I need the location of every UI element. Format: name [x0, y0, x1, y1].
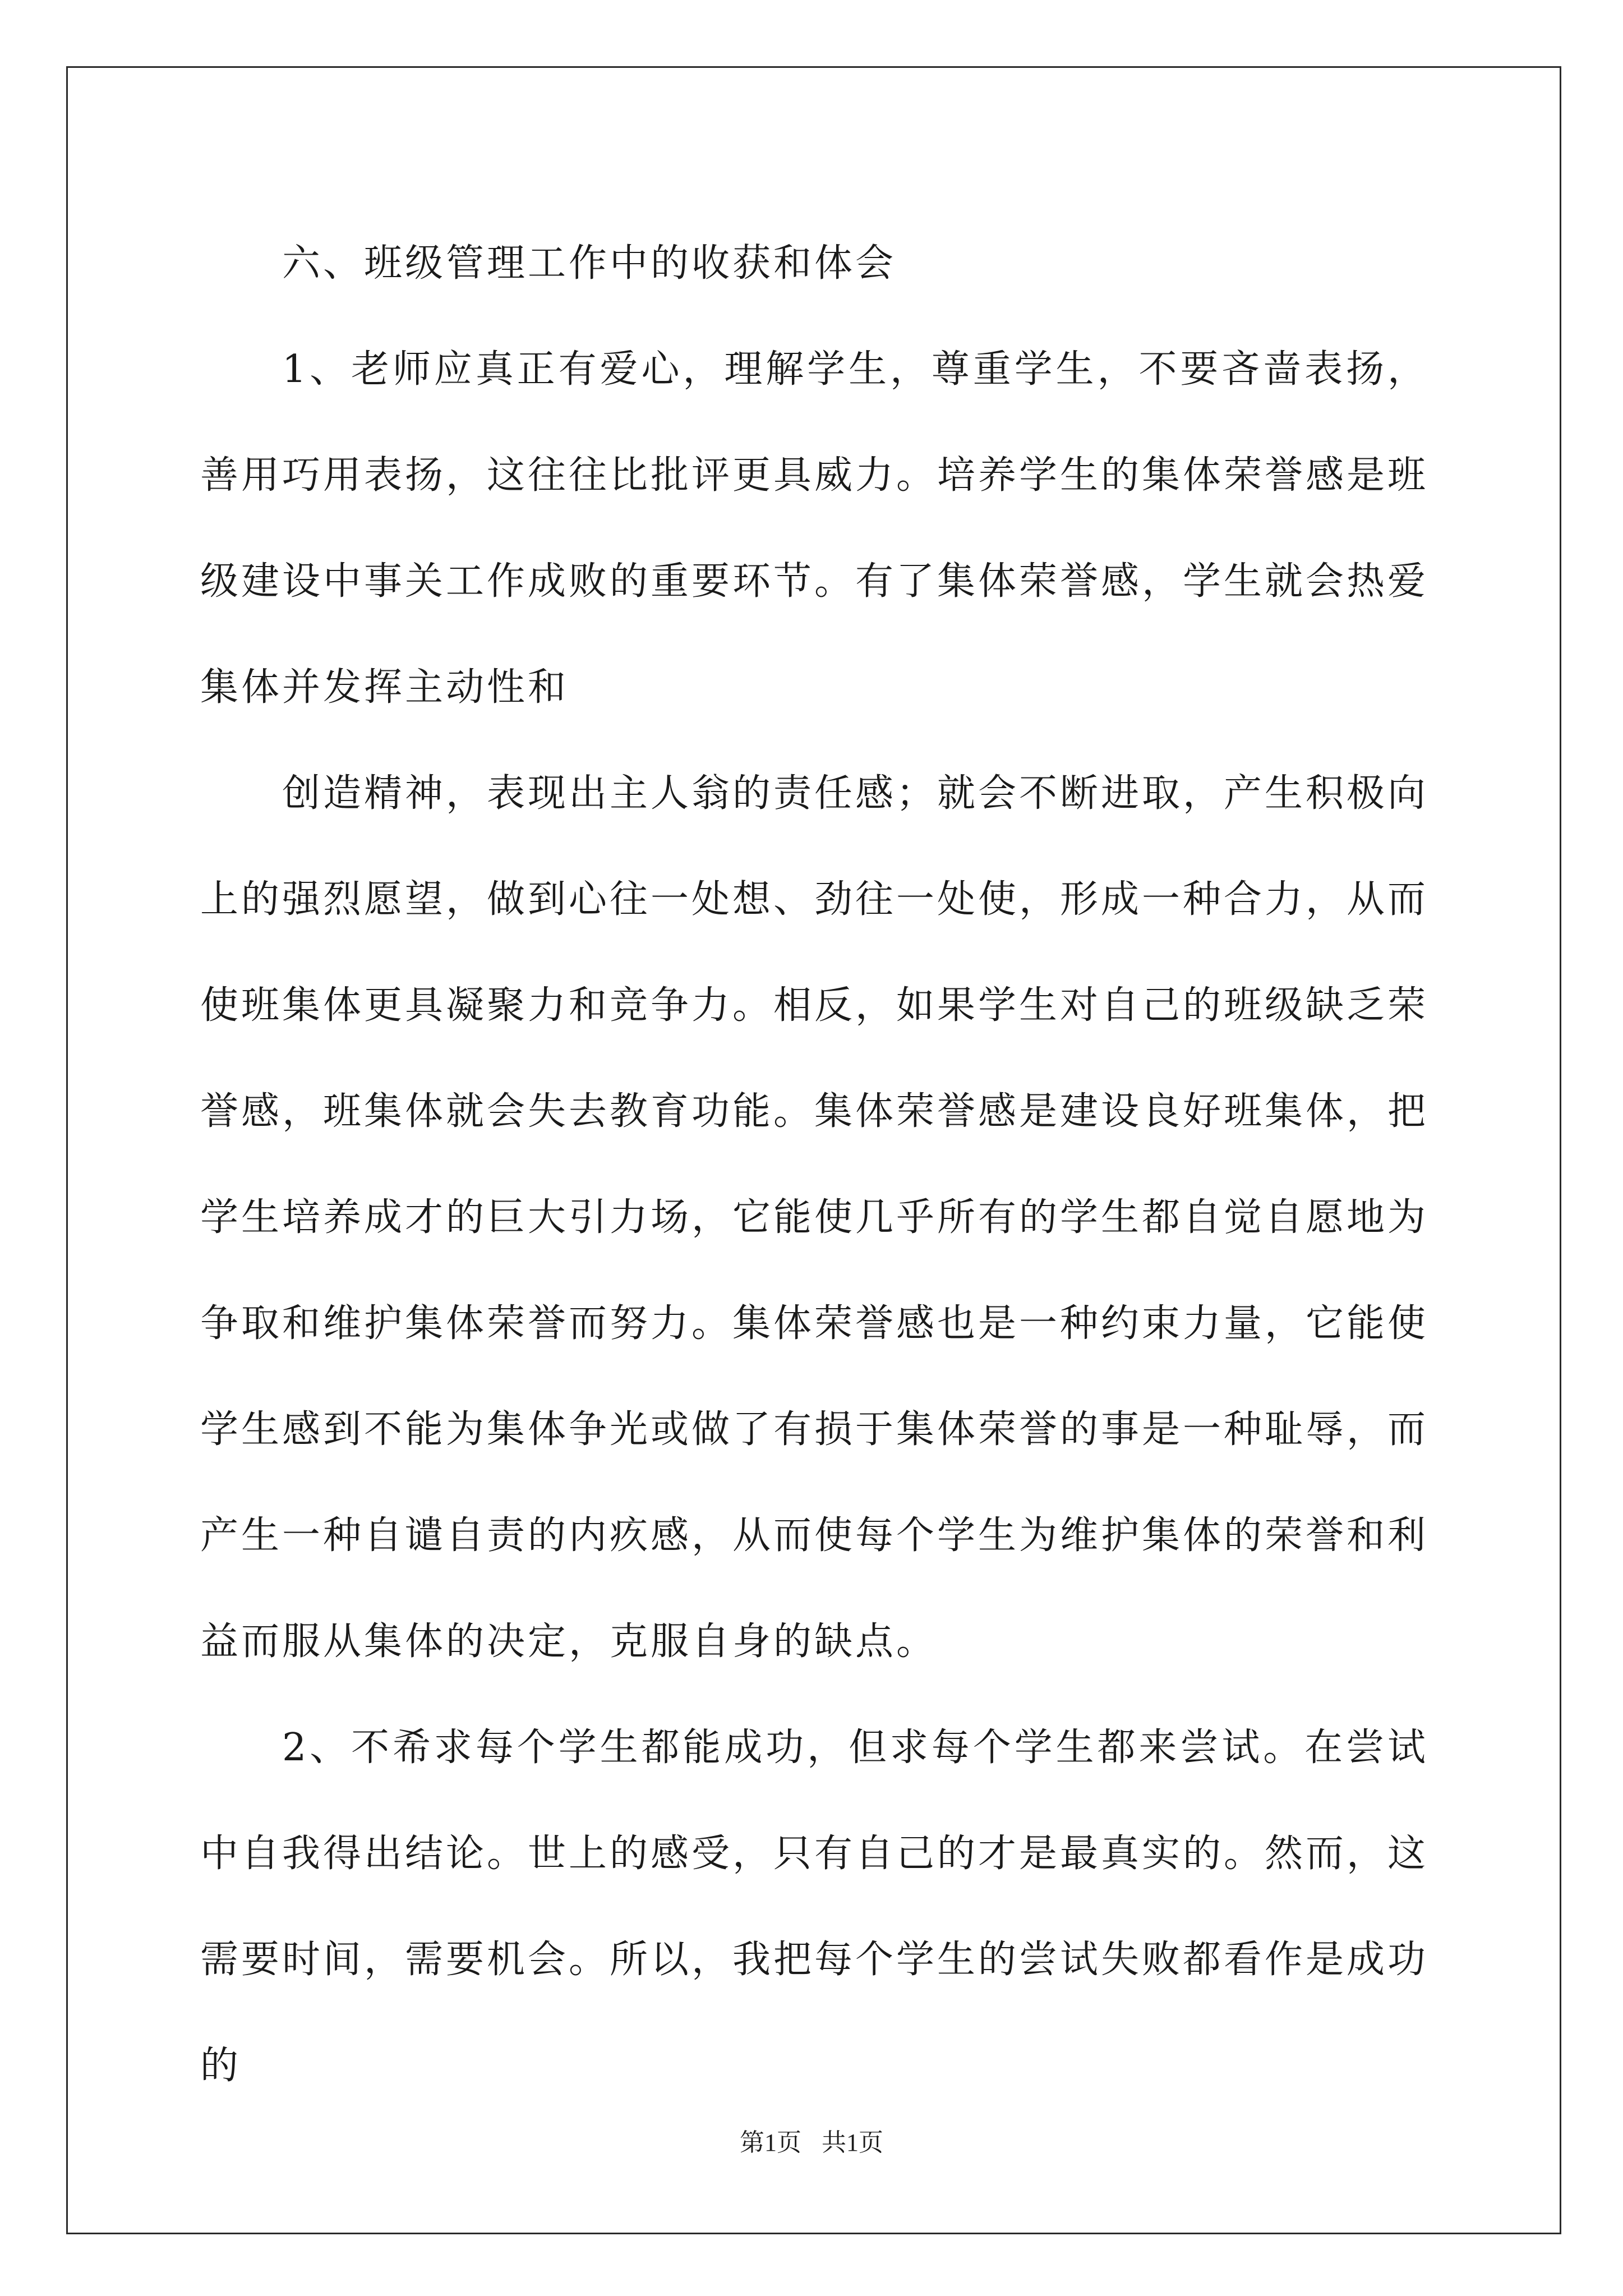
document-body: [200, 210, 1428, 2119]
paragraph-1: 1、老师应真正有爱心，理解学生，尊重学生，不要吝啬表扬，善用巧用表扬，这往往比批评更具威力。培养学生的集体荣誉感是班级建设中事关工作成败的重要环节。有了集体荣誉感，学生就会热爱集体并发挥主动性和: [200, 347, 1429, 710]
paragraph-2: 创造精神，表现出主人翁的责任感；就会不断进取，产生积极向上的强烈愿望，做到心往一处想、劲往一处使，形成一种合力，从而使班集体更具凝聚力和竞争力。相反，如果学生对自己的班级缺乏荣誉感，班集体就会失去教育功能。集体荣誉感是建设良好班集体，把学生培养成才的巨大引力场，它能使几乎所有的学生都自觉自愿地为争取和维护集体荣誉而努力。集体荣誉感也是一种约束力量，它能使学生感到不能为集体争光或做了有损于集体荣誉的事是一种耻辱，而产生一种自谴自责的内疚感，从而使每个学生为维护集体的荣誉和利益而服从集体的决定，克服自身的缺点。: [200, 771, 1429, 1664]
page-footer: [0, 2126, 1623, 2160]
page-total: 共1页: [822, 2129, 883, 2156]
page-number: 第1页: [740, 2129, 801, 2156]
paragraph-3: 2、不希求每个学生都能成功，但求每个学生都来尝试。在尝试中自我得出结论。世上的感受，只有自己的才是最真实的。然而，这需要时间，需要机会。所以，我把每个学生的尝试失败都看作是成功的: [200, 1726, 1429, 2088]
section-heading: 六、班级管理工作中的收获和体会: [282, 241, 897, 286]
